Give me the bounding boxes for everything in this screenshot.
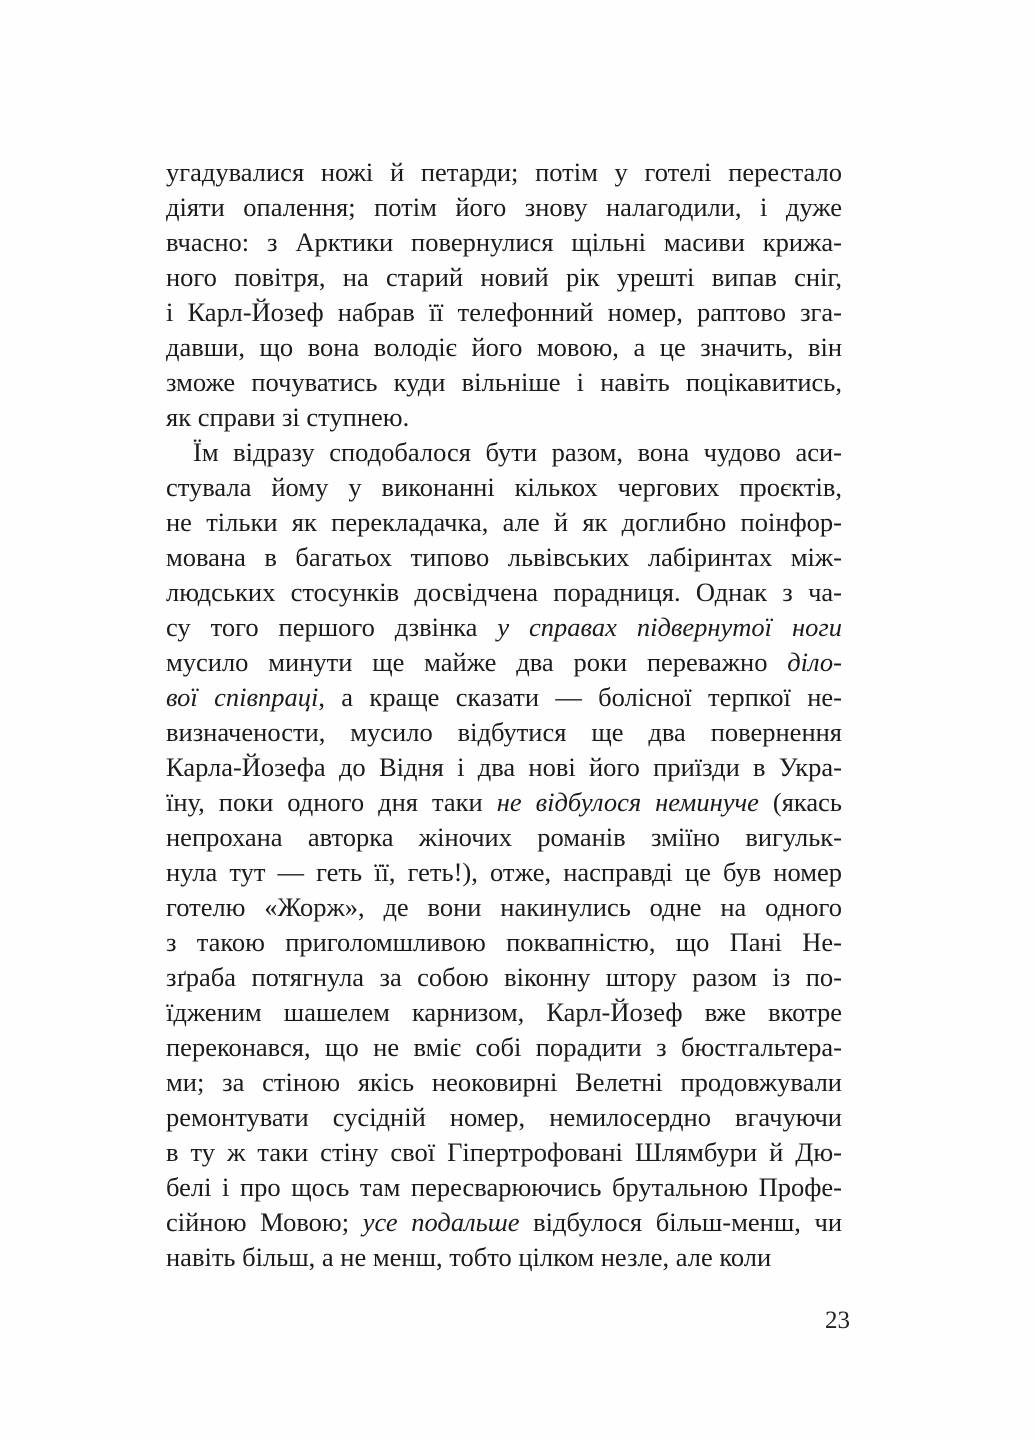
text-line (166, 645, 842, 680)
text-run: ного повітря, на старий новий рік урешті випав сніг, (166, 262, 842, 292)
text-run: визначености, мусило відбутися ще два повернення (166, 717, 842, 747)
page-number: 23 (825, 1307, 850, 1334)
text-line (166, 435, 842, 470)
text-run: сійною Мовою; (166, 1207, 363, 1237)
text-line (166, 1205, 842, 1240)
text-run-italic: не відбулося неминуче (496, 787, 759, 817)
text-run-italic: вої співпраці (166, 682, 319, 712)
text-run: зможе почуватись куди вільніше і навіть поцікавитись, (166, 367, 842, 397)
text-line (166, 855, 842, 890)
text-run: угадувалися ножі й петарди; потім у готелі перестало (166, 157, 842, 187)
text-run: діяти опалення; потім його знову налагодили, і дуже (166, 192, 842, 222)
text-run: як справи зі ступнею. (166, 402, 410, 432)
text-run: непрохана авторка жіночих романів зміїно вигульк- (166, 822, 842, 852)
text-line (166, 575, 842, 610)
text-line (166, 995, 842, 1030)
text-run: Їм відразу сподобалося бути разом, вона чудово аси- (193, 437, 842, 467)
text-run: навіть більш, а не менш, тобто цілком незле, але коли (166, 1242, 772, 1272)
text-line (166, 295, 842, 330)
text-line (166, 225, 842, 260)
text-line (166, 1100, 842, 1135)
text-line (166, 890, 842, 925)
text-run: готелю «Жорж», де вони накинулись одне на одного (166, 892, 842, 922)
text-line (166, 1240, 842, 1275)
text-line (166, 1135, 842, 1170)
text-line (166, 470, 842, 505)
text-run: вчасно: з Арктики повернулися щільні масиви крижа- (166, 227, 842, 257)
text-run: стувала йому у виконанні кількох чергових проєктів, (166, 472, 842, 502)
text-line (166, 785, 842, 820)
text-run: , а краще сказати — болісної терпкої не- (318, 682, 842, 712)
text-run: белі і про щось там пересварюючись брутальною Профе- (166, 1172, 842, 1202)
text-run: і Карл-Йозеф набрав її телефонний номер, раптово зга- (166, 297, 842, 327)
text-run: давши, що вона володіє його мовою, а це значить, він (166, 332, 842, 362)
text-run: ми; за стіною якісь неоковирні Велетні продовжували (166, 1067, 842, 1097)
text-run: (якась (758, 787, 842, 817)
text-line (166, 190, 842, 225)
text-run: людських стосунків досвідчена порадниця. Однак з ча- (166, 577, 842, 607)
text-line (166, 925, 842, 960)
text-run: їну, поки одного дня таки (166, 787, 497, 817)
text-run: переконався, що не вміє собі порадити з бюстгальтера- (166, 1032, 842, 1062)
text-run: відбулося більш-менш, чи (519, 1207, 843, 1237)
text-line (166, 680, 842, 715)
text-run: їдженим шашелем карнизом, Карл-Йозеф вже вкотре (166, 997, 842, 1027)
text-line (166, 260, 842, 295)
text-run: су того першого дзвінка (166, 612, 498, 642)
text-run: ремонтувати сусідній номер, немилосердно вгачуючи (166, 1102, 842, 1132)
text-run-italic: у справах підвернутої ноги (497, 612, 842, 642)
text-run-italic: діло- (787, 647, 842, 677)
text-run: в ту ж таки стіну свої Гіпертрофовані Шлямбури й Дю- (166, 1137, 842, 1167)
text-line (166, 960, 842, 995)
text-line (166, 505, 842, 540)
text-line (166, 1170, 842, 1205)
text-line (166, 155, 842, 190)
text-run: мусило минути ще майже два роки переважно (166, 647, 788, 677)
text-run: нула тут — геть її, геть!), отже, насправді це був номер (166, 857, 842, 887)
text-line (166, 540, 842, 575)
text-line (166, 365, 842, 400)
text-line (166, 400, 842, 435)
text-run: з такою приголомшливою поквапністю, що Пані Не- (166, 927, 842, 957)
text-run: мована в багатьох типово львівських лабіринтах між- (166, 542, 842, 572)
text-line (166, 820, 842, 855)
text-line (166, 330, 842, 365)
text-line (166, 715, 842, 750)
text-run: зґраба потягнула за собою віконну штору разом із по- (166, 962, 842, 992)
text-line (166, 610, 842, 645)
text-run-italic: усе подальше (362, 1207, 520, 1237)
text-line (166, 1030, 842, 1065)
text-line (166, 1065, 842, 1100)
text-run: не тільки як перекладачка, але й як доглибно поінфор- (166, 507, 842, 537)
text-run: Карла-Йозефа до Відня і два нові його приїзди в Укра- (166, 752, 842, 782)
text-line (166, 750, 842, 785)
text-block (166, 155, 842, 1275)
